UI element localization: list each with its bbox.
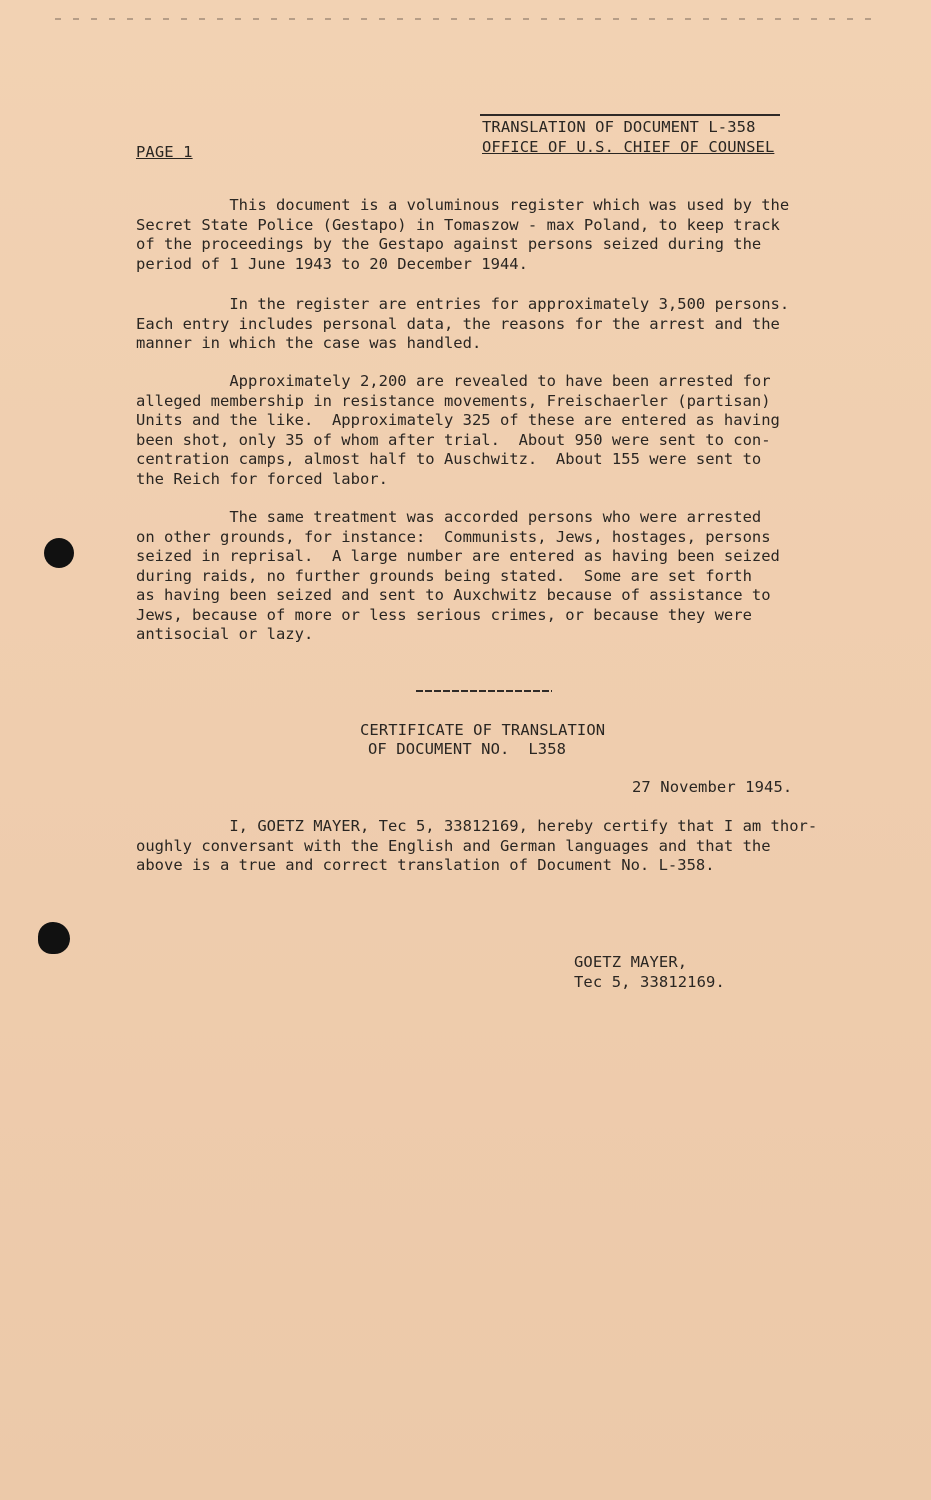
paragraph-2 — [136, 295, 836, 354]
text-line: antisocial or lazy. — [136, 625, 314, 643]
punch-hole-icon — [44, 538, 74, 568]
certificate-date: 27 November 1945. — [632, 778, 793, 796]
certificate-title: CERTIFICATE OF TRANSLATION — [360, 721, 606, 739]
certificate-statement — [136, 817, 836, 876]
text-line: during raids, no further grounds being stated. Some are set forth — [136, 566, 752, 585]
text-line: been shot, only 35 of whom after trial. About 950 were sent to con- — [136, 430, 771, 449]
text-line: seized in reprisal. A large number are entered as having been seized — [136, 547, 780, 565]
text-line: The same treatment was accorded persons who were arrested — [136, 508, 762, 526]
signature-rank: Tec 5, 33812169. — [574, 973, 725, 991]
document-title: TRANSLATION OF DOCUMENT L-358 — [482, 118, 756, 136]
signature-name: GOETZ MAYER, — [574, 953, 688, 971]
text-line: manner in which the case was handled. — [136, 334, 482, 352]
text-line: Secret State Police (Gestapo) in Tomaszow - max Poland, to keep track — [136, 215, 780, 234]
text-line: Jews, because of more or less serious crimes, or because they were — [136, 605, 752, 624]
text-line: I, GOETZ MAYER, Tec 5, 33812169, hereby certify that I am thor- — [136, 817, 818, 835]
text-line: above is a true and correct translation of Document No. L-358. — [136, 856, 715, 874]
text-line: of the proceedings by the Gestapo against persons seized during the — [136, 235, 762, 253]
section-separator — [416, 690, 552, 692]
text-line: centration camps, almost half to Auschwitz. About 155 were sent to — [136, 450, 762, 468]
text-line: Approximately 2,200 are revealed to have been arrested for — [136, 372, 771, 390]
text-line: alleged membership in resistance movements, Freischaerler (partisan) — [136, 391, 771, 410]
certificate-document-number: OF DOCUMENT NO. L358 — [368, 740, 567, 758]
paragraph-1 — [136, 196, 836, 274]
paragraph-4 — [136, 508, 836, 645]
text-line: Units and the like. Approximately 325 of these are entered as having — [136, 411, 780, 429]
text-line: In the register are entries for approximately 3,500 persons. — [136, 295, 790, 313]
text-line: on other grounds, for instance: Communists, Jews, hostages, persons — [136, 527, 771, 546]
text-line: as having been seized and sent to Auxchwitz because of assistance to — [136, 586, 771, 604]
text-line: Each entry includes personal data, the reasons for the arrest and the — [136, 314, 780, 333]
header-rule — [480, 114, 780, 116]
text-line: oughly conversant with the English and German languages and that the — [136, 836, 771, 855]
paragraph-3 — [136, 372, 836, 489]
page-label: PAGE 1 — [136, 143, 193, 161]
top-edge-marks — [55, 18, 875, 20]
text-line: This document is a voluminous register which was used by the — [136, 196, 790, 214]
text-line: period of 1 June 1943 to 20 December 1944. — [136, 254, 528, 273]
punch-hole-icon — [38, 922, 70, 954]
office-title: OFFICE OF U.S. CHIEF OF COUNSEL — [482, 138, 775, 156]
text-line: the Reich for forced labor. — [136, 469, 388, 488]
